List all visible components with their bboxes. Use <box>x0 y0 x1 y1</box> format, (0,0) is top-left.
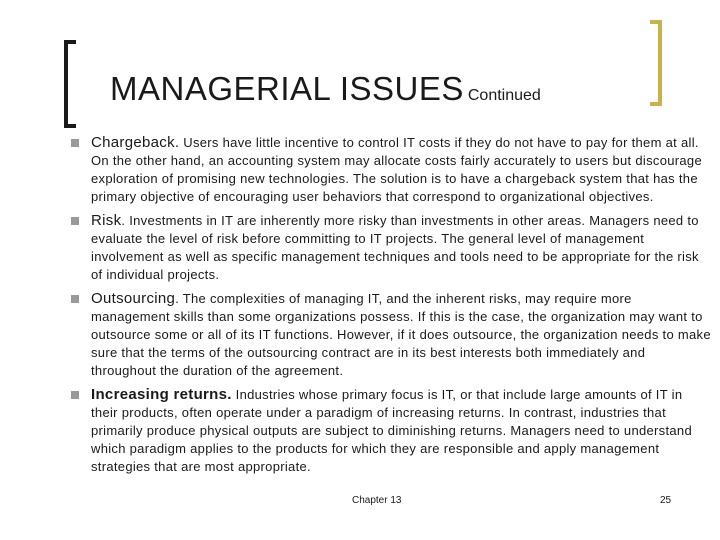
square-bullet-icon <box>71 217 79 225</box>
page-number: 25 <box>660 495 672 506</box>
bullet-term: Outsourcing <box>91 290 176 307</box>
bullet-increasing-returns <box>70 386 712 476</box>
bullet-term: Chargeback. <box>91 134 180 151</box>
footer-chapter: Chapter 13 <box>352 495 402 506</box>
bullet-list <box>70 134 712 482</box>
bullet-risk <box>70 212 712 284</box>
bullet-text: . Investments in IT are inherently more risky than investments in other areas. Managers need to evaluate the level of risk before committing to IT projects. The general level of management involvement as well as specific management techniques and tools need to be appropriate for the risk of individual projects. <box>91 213 699 282</box>
bullet-text: Industries whose primary focus is IT, or that include large amounts of IT in their products, often operate under a paradigm of increasing returns. In contrast, industries that primarily produce physical outputs are subject to diminishing returns. Managers need to understand which paradigm applies to the products for which they are responsible and apply management strategies that are most appropriate. <box>91 387 692 474</box>
square-bullet-icon <box>71 295 79 303</box>
slide-title-sub: Continued <box>467 87 541 104</box>
slide-title-main: MANAGERIAL ISSUES <box>110 70 464 107</box>
bullet-term: Increasing returns. <box>91 386 232 403</box>
slide-title <box>110 70 541 108</box>
square-bullet-icon <box>71 391 79 399</box>
right-bracket-decoration <box>650 20 662 106</box>
bullet-term: Risk <box>91 212 122 229</box>
bullet-text: . The complexities of managing IT, and the inherent risks, may require more management skills than some organizations possess. If this is the case, the organization may want to outsource some or all of its IT functions. However, if it does outsource, the organization needs to make sure that the terms of the outsourcing contract are in its best interests both immediately and throughout the duration of the agreement. <box>91 291 711 378</box>
bullet-outsourcing <box>70 290 712 380</box>
left-bracket-decoration <box>64 40 76 128</box>
bullet-chargeback <box>70 134 712 206</box>
square-bullet-icon <box>71 139 79 147</box>
bullet-text: Users have little incentive to control IT costs if they do not have to pay for them at all. On the other hand, an accounting system may allocate costs fairly accurately to users but discourage exploration of promising new technologies. The solution is to have a chargeback system that has the primary objective of encouraging user behaviors that correspond to organizational objectives. <box>91 135 702 204</box>
